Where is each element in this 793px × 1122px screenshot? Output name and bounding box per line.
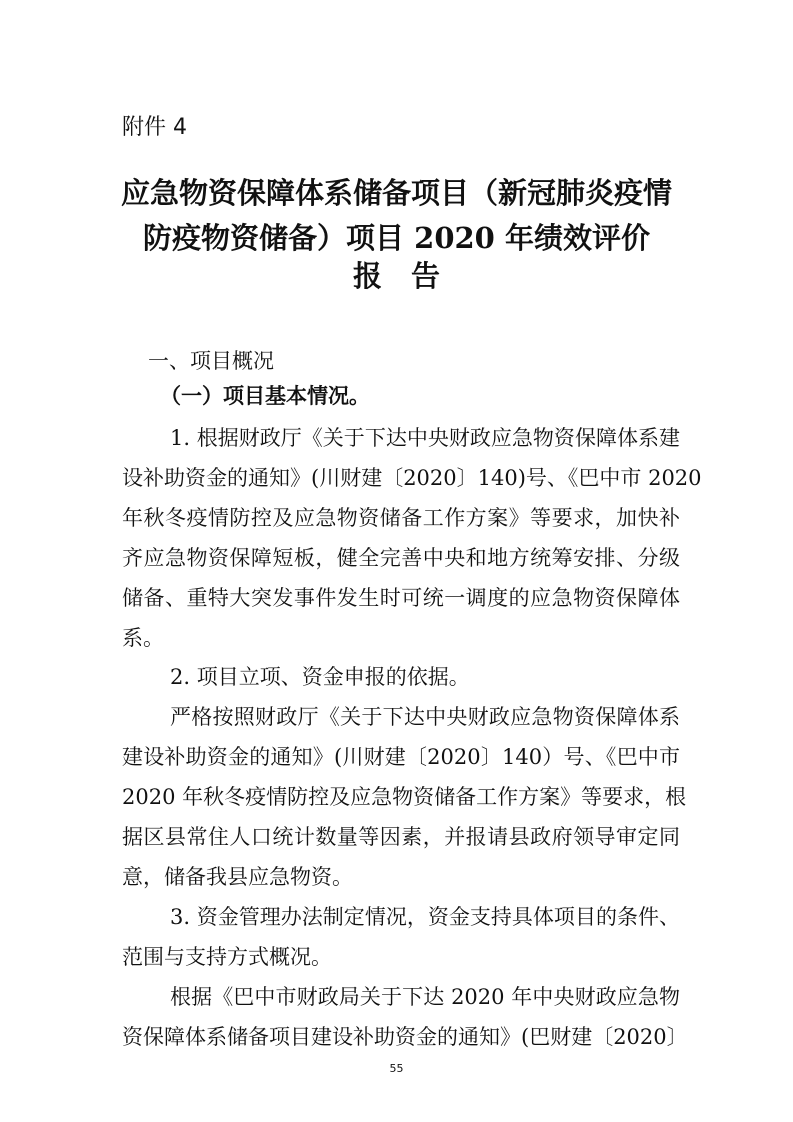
body-line: 资保障体系储备项目建设补助资金的通知》(巴财建〔2020〕 — [122, 1024, 688, 1049]
section-heading: 一、项目概况 — [148, 349, 274, 373]
body-line: 年秋冬疫情防控及应急物资储备工作方案》等要求，加快补 — [122, 505, 680, 530]
title-line-3: 报 告 — [352, 259, 440, 293]
attachment-label: 附件 4 — [122, 115, 187, 140]
body-line: 严格按照财政厅《关于下达中央财政应急物资保障体系 — [170, 705, 680, 730]
body-line: 意，储备我县应急物资。 — [122, 864, 353, 889]
body-line: 设补助资金的通知》(川财建〔2020〕140)号、《巴中市 2020 — [122, 465, 702, 490]
page-number: 55 — [389, 1062, 404, 1075]
title-line-1: 应急物资保障体系储备项目（新冠肺炎疫情 — [120, 176, 672, 210]
body-line: 3. 资金管理办法制定情况，资金支持具体项目的条件、 — [170, 904, 680, 929]
body-line: 齐应急物资保障短板，健全完善中央和地方统筹安排、分级 — [122, 545, 680, 570]
body-line: 2. 项目立项、资金申报的依据。 — [170, 665, 470, 690]
body-line: 建设补助资金的通知》(川财建〔2020〕140）号、《巴中市 — [122, 745, 680, 770]
body-line: 根据《巴中市财政局关于下达 2020 年中央财政应急物 — [170, 984, 680, 1009]
title-line-2: 防疫物资储备）项目 2020 年绩效评价 — [143, 221, 650, 255]
body-line: 储备、重特大突发事件发生时可统一调度的应急物资保障体 — [122, 585, 680, 610]
body-line: 据区县常住人口统计数量等因素，并报请县政府领导审定同 — [122, 825, 680, 849]
body-line: 1. 根据财政厅《关于下达中央财政应急物资保障体系建 — [170, 426, 680, 450]
body-line: 范围与支持方式概况。 — [122, 944, 332, 969]
body-line: 2020 年秋冬疫情防控及应急物资储备工作方案》等要求，根 — [122, 785, 687, 810]
subsection-heading: （一）项目基本情况。 — [160, 383, 370, 408]
body-line: 系。 — [122, 625, 164, 650]
